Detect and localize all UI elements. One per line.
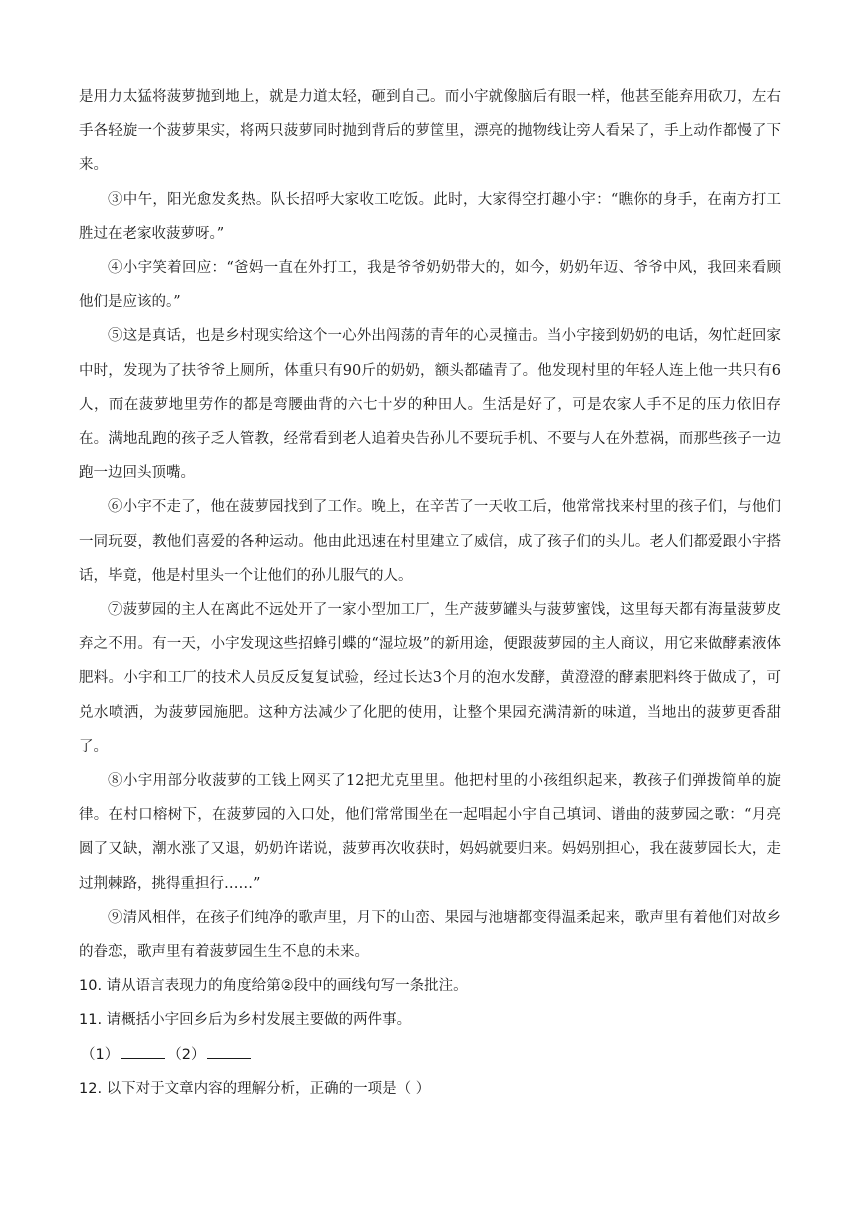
answer-1-blank[interactable] (121, 1044, 165, 1059)
paragraph-5: ⑤这是真话，也是乡村现实给这个一心外出闯荡的青年的心灵撞击。当小宇接到奶奶的电话，匆忙赶回家中时，发现为了扶爷爷上厕所，体重只有90斤的奶奶，额头都磕青了。他发现村里的年轻人连上他一共只有6人，而在菠萝地里劳作的都是弯腰曲背的六七十岁的种田人。生活是好了，可是农家人手不足的压力依旧存在。满地乱跑的孩子乏人管教，经常看到老人追着央告孙儿不要玩手机、不要与人在外惹祸，而那些孩子一边跑一边回头顶嘴。 (79, 328, 781, 482)
question-10: 10. 请从语言表现力的角度给第②段中的画线句写一条批注。 (79, 978, 468, 995)
question-11: 11. 请概括小宇回乡后为乡村发展主要做的两件事。 (79, 1012, 412, 1029)
document-page (79, 80, 781, 1106)
paragraph-4: ④小宇笑着回应：“爸妈一直在外打工，我是爷爷奶奶带大的，如今，奶奶年迈、爷爷中风，我回来看顾他们是应该的。” (79, 260, 781, 311)
paragraph-8: ⑧小宇用部分收菠萝的工钱上网买了12把尤克里里。他把村里的小孩组织起来，教孩子们弹拨简单的旋律。在村口榕树下，在菠萝园的入口处，他们常常围坐在一起唱起小宇自己填词、谱曲的菠萝园之歌：“月亮圆了又缺，潮水涨了又退，奶奶许诺说，菠萝再次收获时，妈妈就要归来。妈妈别担心，我在菠萝园长大，走过荆棘路，挑得重担行……” (79, 773, 781, 892)
question-11-answer-line (79, 1038, 781, 1072)
paragraph-7: ⑦菠萝园的主人在离此不远处开了一家小型加工厂，生产菠萝罐头与菠萝蜜饯，这里每天都有海量菠萝皮弃之不用。有一天，小宇发现这些招蜂引蝶的“湿垃圾”的新用途，便跟菠萝园的主人商议，用它来做酵素液体肥料。小宇和工厂的技术人员反反复复试验，经过长达3个月的泡水发酵，黄澄澄的酵素肥料终于做成了，可兑水喷洒，为菠萝园施肥。这种方法减少了化肥的使用，让整个果园充满清新的味道，当地出的菠萝更香甜了。 (79, 602, 781, 755)
paragraph-3: ③中午，阳光愈发炙热。队长招呼大家收工吃饭。此时，大家得空打趣小宇：“瞧你的身手，在南方打工胜过在老家收菠萝呀。” (79, 191, 781, 242)
paragraph-continued: 是用力太猛将菠萝抛到地上，就是力道太轻，砸到自己。而小宇就像脑后有眼一样，他甚至能弃用砍刀，左右手各轻旋一个菠萝果实，将两只菠萝同时抛到背后的萝筐里，漂亮的抛物线让旁人看呆了，手上动作都慢了下来。 (79, 89, 781, 174)
paragraph-6: ⑥小宇不走了，他在菠萝园找到了工作。晚上，在辛苦了一天收工后，他常常找来村里的孩子们，与他们一同玩耍，教他们喜爱的各种运动。他由此迅速在村里建立了威信，成了孩子们的头儿。老人们都爱跟小宇搭话，毕竟，他是村里头一个让他们的孙儿服气的人。 (79, 499, 781, 584)
answer-2-blank[interactable] (207, 1044, 251, 1059)
answer-2-label: （2） (167, 1046, 206, 1063)
paragraph-9: ⑨清风相伴，在孩子们纯净的歌声里，月下的山峦、果园与池塘都变得温柔起来，歌声里有着他们对故乡的眷恋，歌声里有着菠萝园生生不息的未来。 (79, 909, 781, 961)
answer-1-label: （1） (81, 1046, 120, 1063)
question-12: 12. 以下对于文章内容的理解分析，正确的一项是（ ） (79, 1080, 431, 1097)
